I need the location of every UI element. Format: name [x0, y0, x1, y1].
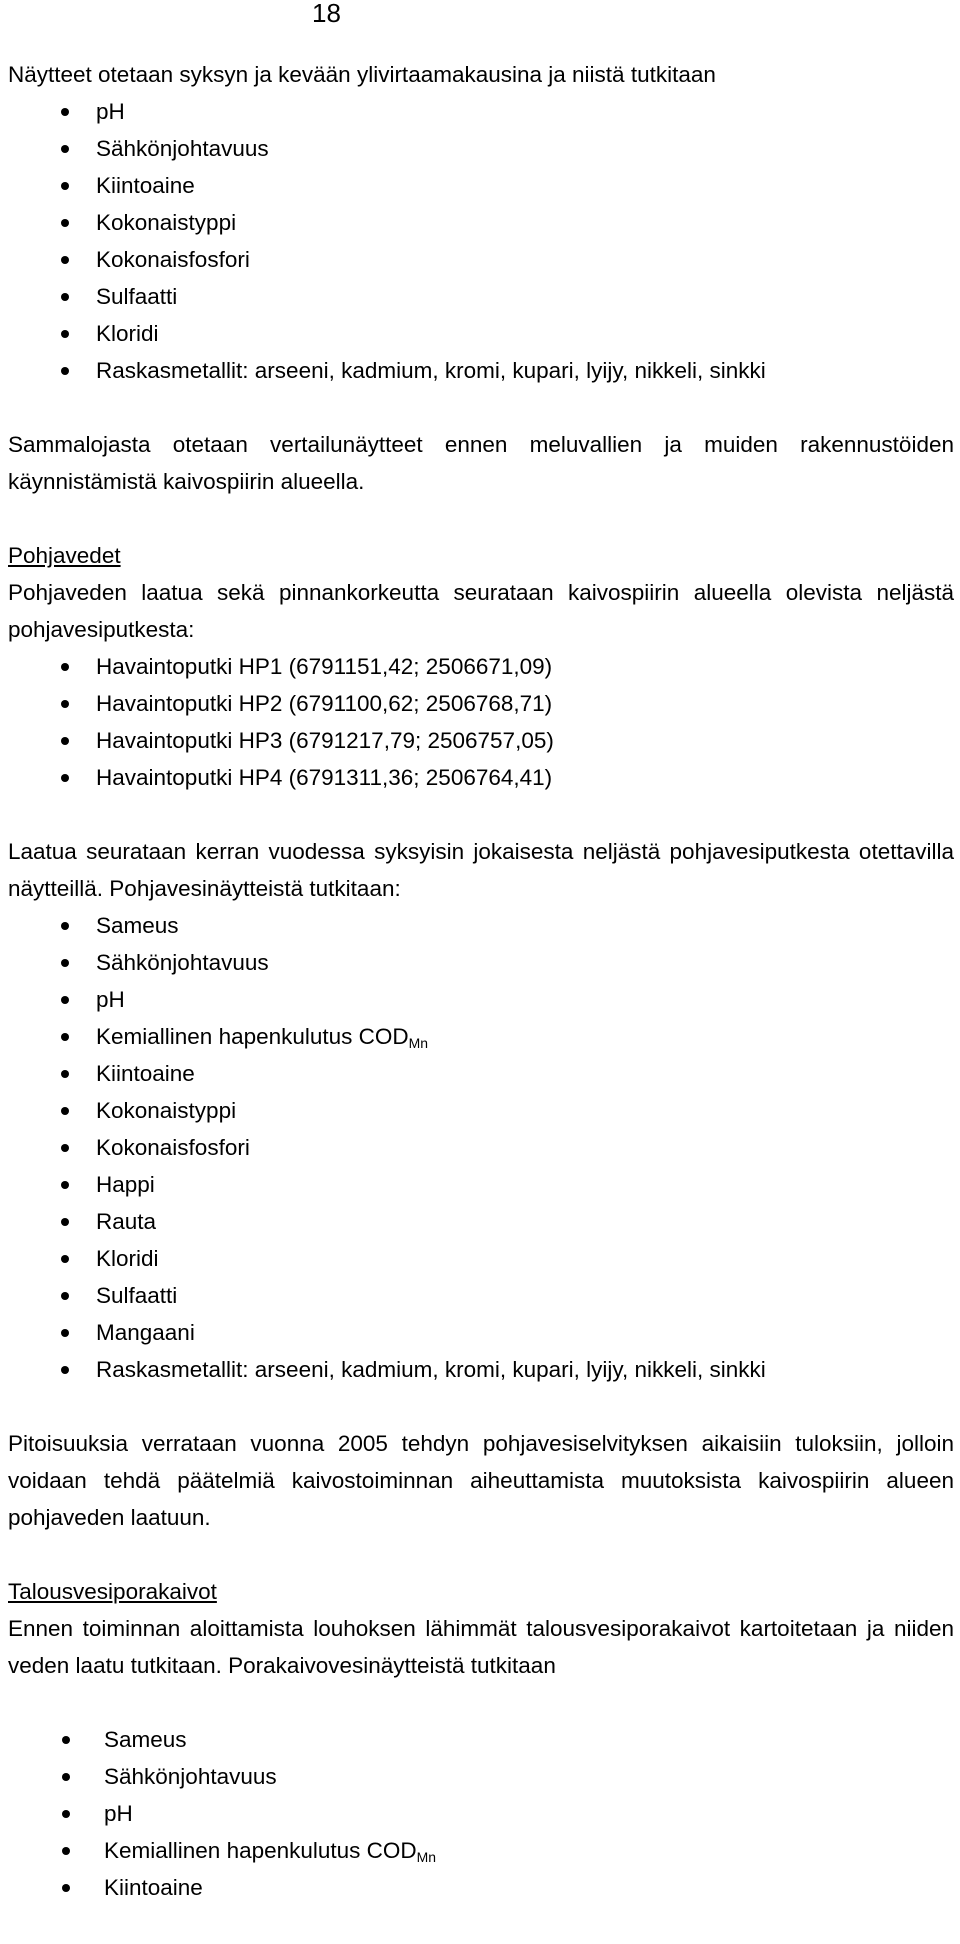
list-item: Mangaani [8, 1314, 954, 1351]
list-item: Havaintoputki HP3 (6791217,79; 2506757,05) [8, 722, 954, 759]
analysis-list-surface-water [8, 93, 954, 389]
list-item: pH [8, 981, 954, 1018]
sammalojasta-paragraph: Sammalojasta otetaan vertailunäytteet ennen meluvallien ja muiden rakennustöiden käynnistämistä kaivospiirin alueella. [8, 432, 954, 494]
list-item: pH [8, 1795, 954, 1832]
list-item: Happi [8, 1166, 954, 1203]
cod-subscript: Mn [416, 1848, 437, 1865]
list-item: pH [8, 93, 954, 130]
list-item: Sähkönjohtavuus [8, 944, 954, 981]
cod-label: Kemiallinen hapenkulutus COD [96, 1024, 409, 1049]
intro-paragraph: Näytteet otetaan syksyn ja kevään ylivirtaamakausina ja niistä tutkitaan [8, 62, 716, 87]
list-item: Rauta [8, 1203, 954, 1240]
list-item: Kloridi [8, 1240, 954, 1277]
list-item: Havaintoputki HP4 (6791311,36; 2506764,41) [8, 759, 954, 796]
list-item: Kloridi [8, 315, 954, 352]
analysis-list-groundwater [8, 907, 954, 1388]
list-item: Kokonaisfosfori [8, 241, 954, 278]
list-item: Raskasmetallit: arseeni, kadmium, kromi, kupari, lyijy, nikkeli, sinkki [8, 1351, 954, 1388]
list-item [8, 1018, 954, 1055]
talousvesi-paragraph: Ennen toiminnan aloittamista louhoksen lähimmät talousvesiporakaivot kartoitetaan ja niiden veden laatu tutkitaan. Porakaivovesinäytteistä tutkitaan [8, 1616, 954, 1678]
list-item: Sameus [8, 907, 954, 944]
list-item: Kiintoaine [8, 1869, 954, 1906]
list-item: Sameus [8, 1721, 954, 1758]
list-item: Sähkönjohtavuus [8, 1758, 954, 1795]
list-item: Sulfaatti [8, 278, 954, 315]
observation-pipe-list [8, 648, 954, 796]
section-heading-pohjavedet: Pohjavedet [8, 543, 121, 568]
list-item: Kokonaistyppi [8, 1092, 954, 1129]
list-item: Kokonaistyppi [8, 204, 954, 241]
list-item: Kokonaisfosfori [8, 1129, 954, 1166]
pitoisuuksia-paragraph: Pitoisuuksia verrataan vuonna 2005 tehdyn pohjavesiselvityksen aikaisiin tuloksiin, jolloin voidaan tehdä päätelmiä kaivostoiminnan aiheuttamista muutoksista kaivospiirin alueen pohjaveden laatuun. [8, 1431, 954, 1530]
list-item: Raskasmetallit: arseeni, kadmium, kromi, kupari, lyijy, nikkeli, sinkki [8, 352, 954, 389]
list-item: Sähkönjohtavuus [8, 130, 954, 167]
cod-subscript: Mn [408, 1034, 429, 1051]
list-item: Havaintoputki HP1 (6791151,42; 2506671,09) [8, 648, 954, 685]
cod-label: Kemiallinen hapenkulutus COD [104, 1838, 417, 1863]
section-heading-talousvesiporakaivot: Talousvesiporakaivot [8, 1579, 217, 1604]
laatua-paragraph: Laatua seurataan kerran vuodessa syksyisin jokaisesta neljästä pohjavesiputkesta otettavilla näytteillä. Pohjavesinäytteistä tutkitaan: [8, 839, 954, 901]
list-item: Sulfaatti [8, 1277, 954, 1314]
list-item: Havaintoputki HP2 (6791100,62; 2506768,71) [8, 685, 954, 722]
document-body [8, 56, 954, 1906]
analysis-list-wells [8, 1721, 954, 1906]
page-number: 18 [312, 0, 341, 28]
pohjavedet-paragraph: Pohjaveden laatua sekä pinnankorkeutta seurataan kaivospiirin alueella olevista neljästä pohjavesiputkesta: [8, 580, 954, 642]
list-item [8, 1832, 954, 1869]
list-item: Kiintoaine [8, 167, 954, 204]
list-item: Kiintoaine [8, 1055, 954, 1092]
